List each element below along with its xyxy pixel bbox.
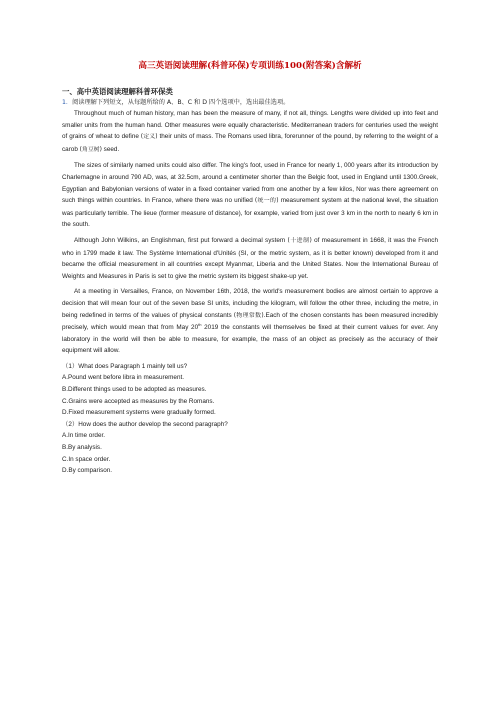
passage-text-run: The sizes of similarly named units could also differ. The king's foot, used in France for nearly 1, 000 years after its introduction by Charlemagne in around 790 AD, was, at 32.5cm, around a centimeter shorter than the Belgic foot, used in England until 1300.Greek, Egyptian and Babylonian versions of water in a fixed container varied from one another by a few kilos, Nor was there agreement on such things within countries. In France, where there was no unified — [62, 162, 438, 205]
question-2 — [62, 419, 438, 477]
question-1 — [62, 361, 438, 419]
passage-text-run: of measurement in 1668, it was the French who in 1799 made it law. The Système International d'Unités (SI, or the metric system, as it is better known) developed from it and became the official measurement in all countries except Myanmar, Liberia and the United States. Now the International Bureau of Weights and Measures in Paris is set to give the metric system its biggest shake-up yet. — [62, 236, 439, 280]
instruction-text: 阅读理解下列短文，从每题所给的 A、B、C 和 D 四个选项中，选出最佳选项。 — [72, 99, 290, 106]
question-1-option-a[interactable]: A.Pound went before libra in measurement. — [62, 374, 185, 382]
chinese-gloss: (角豆树) — [79, 146, 102, 153]
question-2-option-a[interactable]: A.In time order. — [62, 432, 106, 440]
question-1-option-d[interactable]: D.Fixed measurement systems were gradually formed. — [62, 409, 216, 417]
chinese-gloss: (统一的) — [254, 198, 279, 205]
question-2-option-c[interactable]: C.In space order. — [62, 455, 111, 463]
chinese-gloss: (物理常数) — [233, 312, 264, 319]
passage-text-run: measurement system at the national level, the situation was particularly terrible. The lieue (former measure of distance), for example, varied from just over 3 km in the north to nearly 6 km in the south. — [62, 197, 438, 229]
passage-text-run: Although John Wilkins, an Englishman, first put forward a decimal system — [74, 236, 288, 244]
chinese-gloss: (定义) — [140, 134, 158, 141]
section-heading: 一、高中英语阅读理解科普环保类 — [62, 87, 173, 96]
passage-text-run: At a meeting in Versailles, France, on November 16th, 2018, the world's measurement bodies are almost certain to approve a decision that will mean four out of the seven base SI units, including the kilogram, will follow the other three, including the metre, in being redefined in terms of the values of physical constants — [62, 288, 438, 319]
passage-paragraph-1 — [62, 108, 438, 156]
question-2-option-b[interactable]: B.By analysis. — [62, 444, 102, 452]
question-2-stem: （2）How does the author develop the second paragraph? — [62, 420, 228, 428]
instruction-number: 1． — [62, 99, 73, 106]
question-1-option-c[interactable]: C.Grains were accepted as measures by the Romans. — [62, 397, 215, 405]
passage-text-run: 2019 the constants will themselves be fixed at their current values for ever. Any laboratory in the world will then be able to measure, for example, the mass of an object as precisely as the accuracy of their equipment will allow. — [62, 324, 438, 355]
instruction-line — [62, 97, 438, 108]
passage-paragraph-4 — [62, 286, 438, 357]
question-1-stem: （1）What does Paragraph 1 mainly tell us? — [62, 362, 188, 370]
passage-paragraph-3 — [62, 235, 438, 282]
passage-text-run: Throughout much of human history, man has been the measure of many, if not all, things. Lengths were divided up into feet and smaller units from the human hand. Other measures were equally characteristic. Mediterranean traders for centuries used the weight of grains of wheat to define — [62, 110, 438, 141]
passage-text-run: .Each of the chosen constants has been measured incredibly precisely, which would mean that from May 20 — [62, 311, 438, 332]
passage-text-run: seed. — [101, 145, 120, 153]
passage-text-run: their units of mass. The Romans used libra, forerunner of the pound, by referring to the weight of a carob — [62, 133, 439, 153]
question-2-option-d[interactable]: D.By comparison. — [62, 467, 113, 475]
chinese-gloss: (十进制) — [287, 237, 312, 244]
question-1-option-b[interactable]: B.Different things used to be adopted as measures. — [62, 386, 207, 394]
superscript-text: th — [198, 321, 202, 327]
passage-paragraph-2 — [62, 160, 438, 231]
document-title: 高三英语阅读理解(科普环保)专项训练100(附答案)含解析 — [138, 61, 362, 71]
